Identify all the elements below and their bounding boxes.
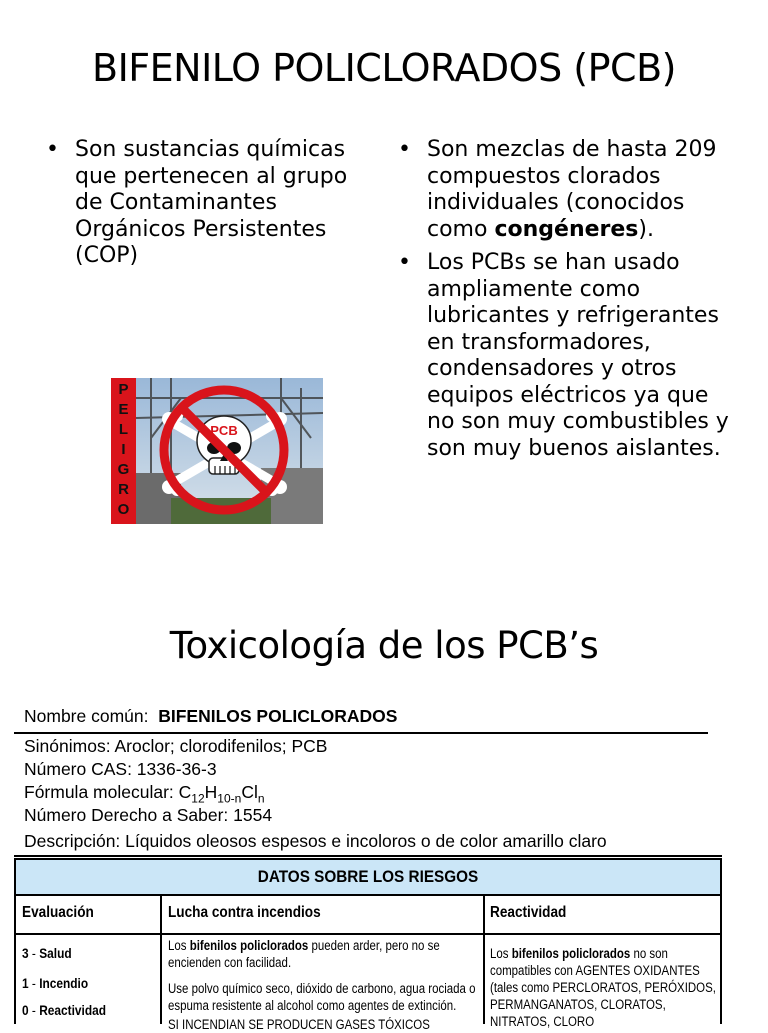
formula-sub: 10-n	[217, 791, 242, 806]
right-bullet-1-post: ).	[638, 216, 654, 242]
cas-row: Número CAS: 1336-36-3	[24, 759, 217, 779]
eval-label: Salud	[39, 945, 72, 961]
peligro-letter: I	[121, 441, 126, 458]
bullet-dot-icon: •	[398, 137, 411, 162]
formula-row	[24, 782, 265, 806]
fire-p1-pre: Los	[168, 938, 190, 953]
fire-p1-post: pueden arder, pero no se encienden con facilidad.	[168, 938, 440, 970]
skull-pcb-label: PCB	[210, 423, 238, 438]
table-column-divider	[160, 896, 162, 1024]
table-header-divider	[14, 933, 722, 935]
divider-line	[14, 855, 722, 857]
eval-label: Incendio	[39, 975, 89, 991]
fire-paragraph-2: Use polvo químico seco, dióxido de carbono, agua rociada o espuma resistente al alcohol como agentes de extinción.	[168, 981, 476, 1013]
peligro-pcb-illustration	[111, 378, 323, 524]
eval-salud: 3 - Salud	[22, 945, 72, 961]
left-column	[40, 137, 355, 277]
eval-reactividad: 0 - Reactividad	[22, 1002, 107, 1018]
formula-sub: 12	[191, 791, 205, 806]
slide2-title: Toxicología de los PCB’s	[169, 624, 599, 667]
eval-number: 0	[22, 1002, 29, 1018]
react-pre: Los	[490, 946, 512, 961]
eval-incendio: 1 - Incendio	[22, 975, 89, 991]
header-lucha-incendios: Lucha contra incendios	[168, 904, 321, 921]
peligro-letter: O	[117, 501, 130, 518]
right-bullet-1-pre: Son mezclas de hasta 209 compuestos clorados individuales (conocidos como	[427, 137, 717, 242]
nombre-comun-row	[24, 706, 397, 727]
derecho-row: Número Derecho a Saber: 1554	[24, 805, 273, 825]
right-bullet-item-2	[392, 250, 734, 462]
formula-sub: n	[257, 791, 265, 806]
nombre-comun-value: BIFENILOS POLICLORADOS	[158, 706, 398, 726]
fire-paragraph-3: SI INCENDIAN SE PRODUCEN GASES TÓXICOS	[168, 1017, 430, 1032]
header-evaluacion: Evaluación	[22, 904, 94, 921]
peligro-letter: R	[118, 481, 129, 498]
fire-paragraph-1	[168, 937, 478, 971]
left-bullet-text: Son sustancias químicas que pertenecen al grupo de Contaminantes Orgánicos Persistentes (COP)	[75, 137, 348, 268]
bullet-dot-icon: •	[398, 250, 411, 275]
peligro-letter: P	[118, 381, 129, 398]
fire-p1-bold: bifenilos policlorados	[189, 938, 309, 953]
eval-number: 3	[22, 945, 29, 961]
descripcion-row: Descripción: Líquidos oleosos espesos e incoloros o de color amarillo claro	[24, 831, 607, 851]
riesgos-title: DATOS SOBRE LOS RIESGOS	[257, 867, 479, 886]
divider-line	[14, 732, 708, 734]
nombre-comun-label: Nombre común:	[24, 706, 149, 726]
eval-number: 1	[22, 975, 29, 991]
right-bullet-1-bold: congéneres	[494, 216, 639, 242]
reactividad-paragraph	[490, 945, 718, 1030]
sinonimos-row: Sinónimos: Aroclor; clorodifenilos; PCB	[24, 736, 328, 756]
formula-h: H	[204, 782, 218, 802]
peligro-pcb-image	[111, 378, 323, 524]
slide1-title: BIFENILO POLICLORADOS (PCB)	[92, 46, 676, 90]
react-bold: bifenilos policlorados	[511, 946, 631, 961]
peligro-letter: L	[118, 421, 129, 438]
formula-label: Fórmula molecular: C	[24, 782, 192, 802]
peligro-letter: G	[117, 461, 130, 478]
peligro-letter: E	[118, 401, 129, 418]
right-bullet-2-text: Los PCBs se han usado ampliamente como lubricantes y refrigerantes en transformadores, condensadores y otros equipos eléctricos ya que no son muy combustibles y son muy buenos aislantes.	[427, 250, 729, 461]
react-post: no son compatibles con AGENTES OXIDANTES (tales como PERCLORATOS, PERÓXIDOS, PERMANGANATOS, CLORATOS, NITRATOS, CLORO	[490, 946, 716, 1029]
header-reactividad: Reactividad	[490, 904, 567, 921]
right-bullet-item-1	[392, 137, 734, 243]
right-column	[392, 137, 734, 469]
left-bullet-item	[40, 137, 355, 270]
riesgos-header-bar	[14, 858, 722, 896]
table-column-divider	[483, 896, 485, 1024]
bullet-dot-icon: •	[46, 137, 59, 162]
eval-label: Reactividad	[39, 1002, 107, 1018]
formula-cl: Cl	[241, 782, 258, 802]
